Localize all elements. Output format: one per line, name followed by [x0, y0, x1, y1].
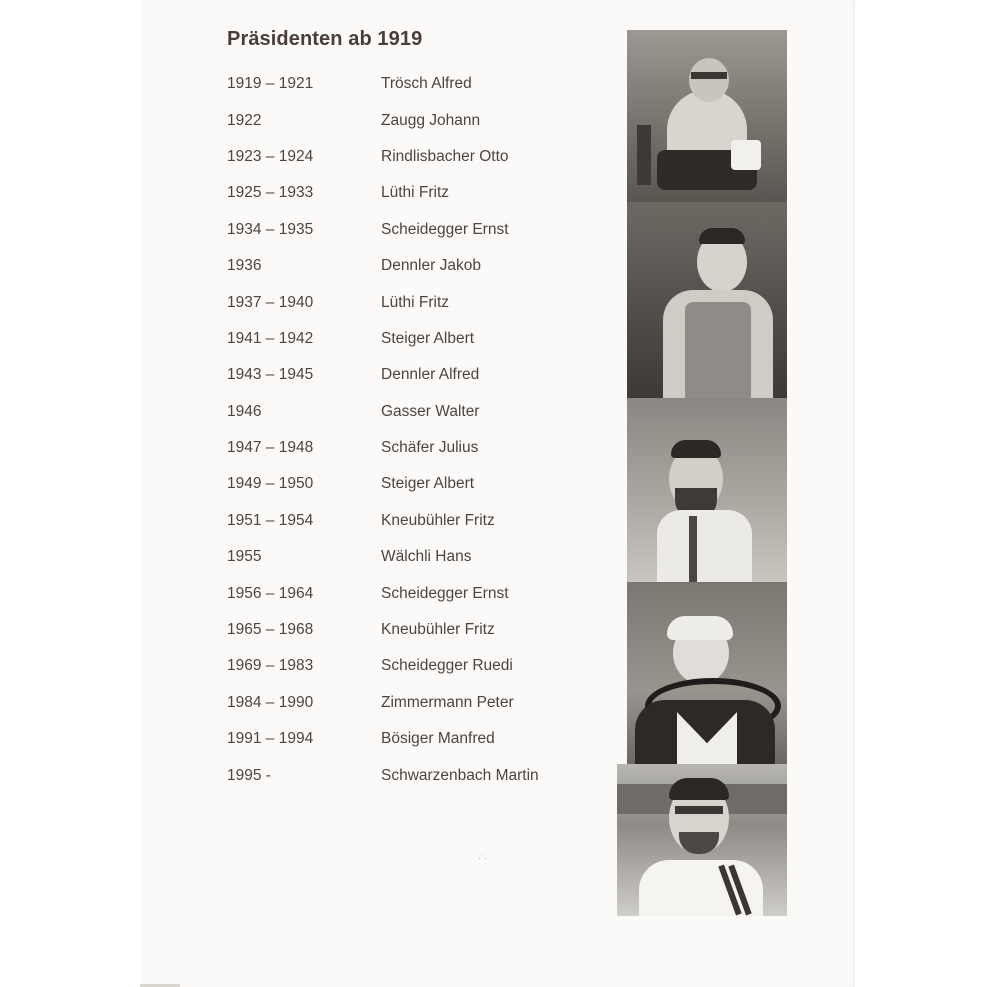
president-photo-4: [627, 582, 787, 764]
president-name: Steiger Albert: [381, 475, 475, 493]
term-years: 1936: [227, 257, 262, 275]
president-name: Kneubühler Fritz: [381, 621, 495, 639]
president-name: Rindlisbacher Otto: [381, 147, 509, 165]
president-row: [227, 612, 607, 648]
president-row: [227, 102, 607, 138]
president-name: Scheidegger Ruedi: [381, 657, 513, 675]
president-name: Bösiger Manfred: [381, 730, 495, 748]
president-row: [227, 66, 607, 102]
president-name: Wälchli Hans: [381, 548, 472, 566]
term-years: 1949 – 1950: [227, 475, 314, 493]
term-years: 1925 – 1933: [227, 184, 314, 202]
president-photo-5: [617, 764, 787, 916]
term-years: 1955: [227, 548, 262, 566]
president-name: Schäfer Julius: [381, 439, 479, 457]
term-years: 1943 – 1945: [227, 366, 314, 384]
president-name: Dennler Alfred: [381, 366, 480, 384]
president-row: [227, 539, 607, 575]
term-years: 1923 – 1924: [227, 147, 314, 165]
president-name: Scheidegger Ernst: [381, 584, 509, 602]
term-years: 1922: [227, 111, 262, 129]
president-row: [227, 430, 607, 466]
president-name: Trösch Alfred: [381, 75, 472, 93]
president-row: [227, 357, 607, 393]
president-photo-1: [627, 30, 787, 202]
president-row: [227, 175, 607, 211]
president-row: [227, 284, 607, 320]
president-name: Kneubühler Fritz: [381, 511, 495, 529]
president-row: [227, 757, 607, 793]
term-years: 1969 – 1983: [227, 657, 314, 675]
president-name: Scheidegger Ernst: [381, 220, 509, 238]
president-name: Dennler Jakob: [381, 257, 481, 275]
president-row: [227, 575, 607, 611]
term-years: 1984 – 1990: [227, 693, 314, 711]
president-name: Steiger Albert: [381, 329, 475, 347]
president-row: [227, 648, 607, 684]
president-row: [227, 685, 607, 721]
president-name: Gasser Walter: [381, 402, 480, 420]
president-name: Lüthi Fritz: [381, 293, 450, 311]
president-name: Schwarzenbach Martin: [381, 766, 539, 784]
president-row: [227, 321, 607, 357]
president-name: Lüthi Fritz: [381, 184, 450, 202]
term-years: 1965 – 1968: [227, 621, 314, 639]
term-years: 1956 – 1964: [227, 584, 314, 602]
term-years: 1991 – 1994: [227, 730, 314, 748]
president-row: [227, 212, 607, 248]
term-years: 1934 – 1935: [227, 220, 314, 238]
president-row: [227, 248, 607, 284]
president-row: [227, 721, 607, 757]
president-row: [227, 466, 607, 502]
president-list: [227, 66, 607, 794]
term-years: 1937 – 1940: [227, 293, 314, 311]
term-years: 1946: [227, 402, 262, 420]
term-years: 1951 – 1954: [227, 511, 314, 529]
president-photo-3: [627, 398, 787, 582]
president-name: Zaugg Johann: [381, 111, 481, 129]
president-row: [227, 139, 607, 175]
term-years: 1919 – 1921: [227, 75, 314, 93]
president-name: Zimmermann Peter: [381, 693, 514, 711]
paper-speck: ·˙·: [478, 853, 487, 863]
page-title: Präsidenten ab 1919: [227, 28, 423, 50]
president-photo-2: [627, 202, 787, 398]
term-years: 1995 -: [227, 766, 271, 784]
president-row: [227, 503, 607, 539]
president-row: [227, 394, 607, 430]
term-years: 1941 – 1942: [227, 329, 314, 347]
term-years: 1947 – 1948: [227, 439, 314, 457]
